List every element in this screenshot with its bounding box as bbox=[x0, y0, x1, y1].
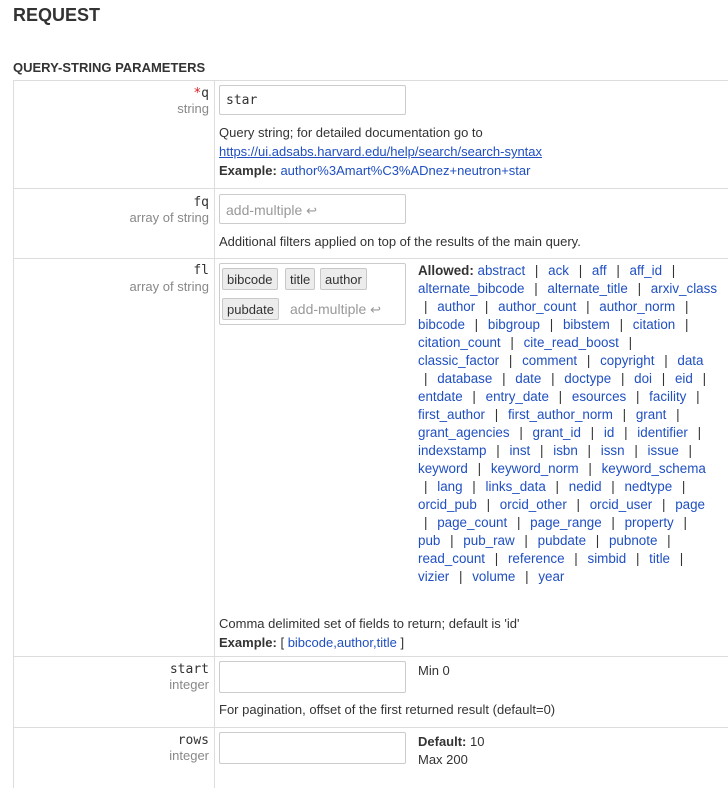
allowed-field-volume[interactable]: volume bbox=[472, 569, 516, 584]
allowed-field-aff-id[interactable]: aff_id bbox=[629, 263, 663, 278]
allowed-field-author[interactable]: author bbox=[437, 299, 476, 314]
fl-example-label: Example: bbox=[219, 635, 277, 650]
column-divider bbox=[214, 657, 215, 727]
allowed-field-nedid[interactable]: nedid bbox=[568, 479, 602, 494]
allowed-separator: | bbox=[549, 317, 554, 332]
allowed-separator: | bbox=[590, 425, 595, 440]
allowed-separator: | bbox=[671, 263, 676, 278]
allowed-separator: | bbox=[628, 335, 633, 350]
allowed-field-abstract[interactable]: abstract bbox=[477, 263, 526, 278]
param-row-fl bbox=[13, 259, 728, 657]
allowed-field-classic-factor[interactable]: classic_factor bbox=[418, 353, 500, 368]
param-name-fl: fl bbox=[193, 263, 209, 278]
param-row-fq bbox=[13, 189, 728, 259]
allowed-separator: | bbox=[424, 299, 428, 314]
fl-tag-pubdate[interactable]: pubdate bbox=[222, 298, 279, 320]
fl-allowed-list bbox=[418, 262, 718, 586]
allowed-separator: | bbox=[519, 425, 523, 440]
allowed-separator: | bbox=[620, 371, 625, 386]
allowed-field-page-count[interactable]: page_count bbox=[437, 515, 508, 530]
allowed-field-database[interactable]: database bbox=[437, 371, 493, 386]
fl-description: Comma delimited set of fields to return; default is 'id' bbox=[219, 616, 520, 631]
allowed-field-date[interactable]: date bbox=[515, 371, 542, 386]
allowed-separator: | bbox=[624, 425, 628, 440]
allowed-field-bibcode[interactable]: bibcode bbox=[418, 317, 465, 332]
enter-key-icon: ↩ bbox=[306, 203, 318, 218]
allowed-separator: | bbox=[664, 353, 668, 368]
allowed-field-author-count[interactable]: author_count bbox=[498, 299, 577, 314]
param-name-q: *q bbox=[193, 86, 209, 101]
param-row-q bbox=[13, 81, 728, 189]
allowed-separator: | bbox=[540, 443, 544, 458]
allowed-field-issue[interactable]: issue bbox=[647, 443, 679, 458]
fq-input-placeholder: add-multiple ↩ bbox=[226, 202, 318, 218]
allowed-separator: | bbox=[702, 371, 707, 386]
start-min: Min 0 bbox=[418, 663, 450, 678]
allowed-field-author-norm[interactable]: author_norm bbox=[599, 299, 676, 314]
allowed-field-bibgroup[interactable]: bibgroup bbox=[487, 317, 540, 332]
rows-default bbox=[418, 732, 484, 751]
allowed-separator: | bbox=[611, 515, 615, 530]
column-divider bbox=[214, 259, 215, 656]
allowed-separator: | bbox=[588, 461, 592, 476]
allowed-field-grant[interactable]: grant bbox=[635, 407, 667, 422]
allowed-field-doctype[interactable]: doctype bbox=[564, 371, 612, 386]
allowed-separator: | bbox=[494, 407, 499, 422]
allowed-field-id[interactable]: id bbox=[603, 425, 615, 440]
allowed-separator: | bbox=[534, 281, 538, 296]
allowed-field-pubnote[interactable]: pubnote bbox=[608, 533, 658, 548]
allowed-field-aff[interactable]: aff bbox=[591, 263, 607, 278]
allowed-field-identifier[interactable]: identifier bbox=[637, 425, 688, 440]
allowed-separator: | bbox=[688, 443, 693, 458]
fl-tag-author[interactable]: author bbox=[320, 268, 367, 290]
q-input-value: star bbox=[226, 93, 258, 108]
allowed-field-pubdate[interactable]: pubdate bbox=[537, 533, 587, 548]
allowed-separator: | bbox=[578, 263, 583, 278]
required-marker: * bbox=[193, 86, 202, 101]
allowed-separator: | bbox=[424, 371, 428, 386]
allowed-separator: | bbox=[684, 317, 689, 332]
allowed-separator: | bbox=[661, 371, 666, 386]
column-divider bbox=[214, 189, 215, 258]
allowed-separator: | bbox=[683, 515, 687, 530]
allowed-field-grant-id[interactable]: grant_id bbox=[532, 425, 581, 440]
allowed-field-indexstamp[interactable]: indexstamp bbox=[418, 443, 487, 458]
allowed-field-reference[interactable]: reference bbox=[507, 551, 565, 566]
allowed-separator: | bbox=[587, 443, 592, 458]
allowed-separator: | bbox=[494, 551, 499, 566]
fl-tag-bibcode[interactable]: bibcode bbox=[222, 268, 278, 290]
allowed-separator: | bbox=[525, 569, 529, 584]
allowed-field-orcid-pub[interactable]: orcid_pub bbox=[418, 497, 477, 512]
allowed-field-ack[interactable]: ack bbox=[548, 263, 569, 278]
allowed-separator: | bbox=[696, 389, 700, 404]
allowed-separator: | bbox=[474, 317, 479, 332]
allowed-separator: | bbox=[676, 407, 680, 422]
allowed-separator: | bbox=[619, 317, 624, 332]
allowed-separator: | bbox=[576, 497, 580, 512]
rows-default-value: 10 bbox=[470, 734, 485, 749]
allowed-field-grant-agencies[interactable]: grant_agencies bbox=[418, 425, 510, 440]
start-input[interactable] bbox=[219, 661, 406, 693]
allowed-field-first-author-norm[interactable]: first_author_norm bbox=[507, 407, 613, 422]
allowed-field-pub-raw[interactable]: pub_raw bbox=[463, 533, 515, 548]
allowed-field-entry-date[interactable]: entry_date bbox=[485, 389, 549, 404]
allowed-separator: | bbox=[510, 335, 514, 350]
allowed-field-title[interactable]: title bbox=[649, 551, 670, 566]
allowed-separator: | bbox=[558, 389, 563, 404]
allowed-field-issn[interactable]: issn bbox=[600, 443, 625, 458]
allowed-field-citation[interactable]: citation bbox=[632, 317, 676, 332]
param-type-q: string bbox=[177, 101, 209, 116]
allowed-field-page[interactable]: page bbox=[675, 497, 706, 512]
allowed-separator: | bbox=[697, 425, 702, 440]
allowed-field-bibstem[interactable]: bibstem bbox=[562, 317, 610, 332]
allowed-separator: | bbox=[586, 353, 591, 368]
allowed-separator: | bbox=[424, 515, 428, 530]
fq-input[interactable] bbox=[219, 194, 406, 224]
allowed-field-keyword[interactable]: keyword bbox=[418, 461, 468, 476]
param-name-rows: rows bbox=[177, 733, 209, 748]
query-string-parameters-heading: QUERY-STRING PARAMETERS bbox=[13, 60, 206, 75]
param-type-fq: array of string bbox=[129, 210, 209, 225]
allowed-field-doi[interactable]: doi bbox=[634, 371, 653, 386]
q-example bbox=[219, 161, 530, 180]
allowed-field-first-author[interactable]: first_author bbox=[418, 407, 485, 422]
allowed-separator: | bbox=[586, 299, 590, 314]
allowed-separator: | bbox=[681, 479, 686, 494]
allowed-field-pub[interactable]: pub bbox=[418, 533, 441, 548]
param-type-fl: array of string bbox=[129, 279, 209, 294]
request-heading: REQUEST bbox=[13, 5, 101, 25]
allowed-separator: | bbox=[472, 479, 476, 494]
rows-max: Max 200 bbox=[418, 752, 468, 767]
fl-input-placeholder: add-multiple ↩ bbox=[290, 301, 382, 317]
allowed-separator: | bbox=[616, 263, 620, 278]
fl-example: Example: [ bibcode,author,title ] bbox=[219, 635, 405, 650]
allowed-separator: | bbox=[502, 371, 506, 386]
allowed-separator: | bbox=[424, 479, 428, 494]
allowed-field-entdate[interactable]: entdate bbox=[418, 389, 463, 404]
allowed-field-eid[interactable]: eid bbox=[674, 371, 693, 386]
q-doc-link[interactable]: https://ui.adsabs.harvard.edu/help/search/search-syntax bbox=[219, 144, 543, 159]
allowed-field-keyword-schema[interactable]: keyword_schema bbox=[601, 461, 706, 476]
rows-default-label: Default: bbox=[418, 734, 467, 749]
allowed-separator: | bbox=[450, 533, 454, 548]
allowed-separator: | bbox=[472, 389, 476, 404]
allowed-separator: | bbox=[622, 407, 627, 422]
column-divider bbox=[214, 81, 215, 188]
allowed-field-inst[interactable]: inst bbox=[509, 443, 531, 458]
allowed-separator: | bbox=[611, 479, 615, 494]
enter-key-icon: ↩ bbox=[370, 302, 382, 317]
q-example-label: Example: bbox=[219, 163, 277, 178]
allowed-separator: | bbox=[634, 443, 638, 458]
allowed-field-copyright[interactable]: copyright bbox=[600, 353, 655, 368]
param-name-fq: fq bbox=[193, 195, 209, 210]
allowed-separator: | bbox=[555, 479, 560, 494]
allowed-field-keyword-norm[interactable]: keyword_norm bbox=[490, 461, 579, 476]
allowed-separator: | bbox=[635, 389, 640, 404]
start-description: For pagination, offset of the first returned result (default=0) bbox=[219, 702, 556, 717]
q-doc-link-line bbox=[219, 142, 542, 161]
allowed-field-nedtype[interactable]: nedtype bbox=[624, 479, 673, 494]
fl-tag-title[interactable]: title bbox=[285, 268, 315, 290]
allowed-separator: | bbox=[477, 461, 482, 476]
allowed-separator: | bbox=[637, 281, 642, 296]
fl-allowed-label: Allowed: bbox=[418, 263, 474, 278]
allowed-field-citation-count[interactable]: citation_count bbox=[418, 335, 501, 350]
allowed-field-orcid-other[interactable]: orcid_other bbox=[499, 497, 567, 512]
param-type-rows: integer bbox=[169, 748, 209, 763]
allowed-separator: | bbox=[595, 533, 600, 548]
q-example-value[interactable]: author%3Amart%C3%ADnez+neutron+star bbox=[280, 163, 531, 178]
allowed-separator: | bbox=[524, 533, 528, 548]
allowed-field-vizier[interactable]: vizier bbox=[418, 569, 450, 584]
allowed-field-data[interactable]: data bbox=[677, 353, 704, 368]
q-description: Query string; for detailed documentation go to bbox=[219, 125, 483, 140]
allowed-field-esources[interactable]: esources bbox=[571, 389, 627, 404]
allowed-separator: | bbox=[508, 353, 513, 368]
allowed-separator: | bbox=[679, 551, 684, 566]
allowed-field-page-range[interactable]: page_range bbox=[530, 515, 602, 530]
allowed-separator: | bbox=[496, 443, 500, 458]
allowed-separator: | bbox=[684, 299, 689, 314]
allowed-field-read-count[interactable]: read_count bbox=[418, 551, 486, 566]
fl-input[interactable] bbox=[219, 263, 406, 325]
allowed-separator: | bbox=[516, 515, 521, 530]
allowed-field-year[interactable]: year bbox=[538, 569, 565, 584]
allowed-field-facility[interactable]: facility bbox=[649, 389, 687, 404]
allowed-separator: | bbox=[534, 263, 539, 278]
rows-input[interactable] bbox=[219, 732, 406, 764]
allowed-separator: | bbox=[551, 371, 555, 386]
allowed-field-property[interactable]: property bbox=[624, 515, 674, 530]
allowed-separator: | bbox=[574, 551, 578, 566]
allowed-separator: | bbox=[458, 569, 463, 584]
allowed-field-cite-read-boost[interactable]: cite_read_boost bbox=[523, 335, 619, 350]
allowed-separator: | bbox=[635, 551, 640, 566]
param-row-start bbox=[13, 657, 728, 728]
allowed-field-alternate-bibcode[interactable]: alternate_bibcode bbox=[418, 281, 525, 296]
allowed-field-orcid-user[interactable]: orcid_user bbox=[589, 497, 653, 512]
allowed-field-simbid[interactable]: simbid bbox=[587, 551, 627, 566]
allowed-field-lang[interactable]: lang bbox=[437, 479, 463, 494]
allowed-separator: | bbox=[486, 497, 491, 512]
allowed-field-arxiv-class[interactable]: arxiv_class bbox=[650, 281, 718, 296]
parameters-table bbox=[13, 80, 728, 788]
allowed-separator: | bbox=[667, 533, 671, 548]
allowed-field-alternate-title[interactable]: alternate_title bbox=[547, 281, 628, 296]
allowed-field-comment[interactable]: comment bbox=[522, 353, 578, 368]
q-input[interactable] bbox=[219, 85, 406, 115]
column-divider bbox=[214, 728, 215, 788]
allowed-separator: | bbox=[484, 299, 489, 314]
allowed-field-links-data[interactable]: links_data bbox=[485, 479, 546, 494]
param-row-rows bbox=[13, 728, 728, 788]
allowed-field-isbn[interactable]: isbn bbox=[553, 443, 578, 458]
param-type-start: integer bbox=[169, 677, 209, 692]
param-name-start: start bbox=[169, 662, 209, 677]
fq-description: Additional filters applied on top of the results of the main query. bbox=[219, 234, 581, 249]
allowed-separator: | bbox=[662, 497, 666, 512]
fl-example-value[interactable]: bibcode,author,title bbox=[287, 635, 397, 650]
